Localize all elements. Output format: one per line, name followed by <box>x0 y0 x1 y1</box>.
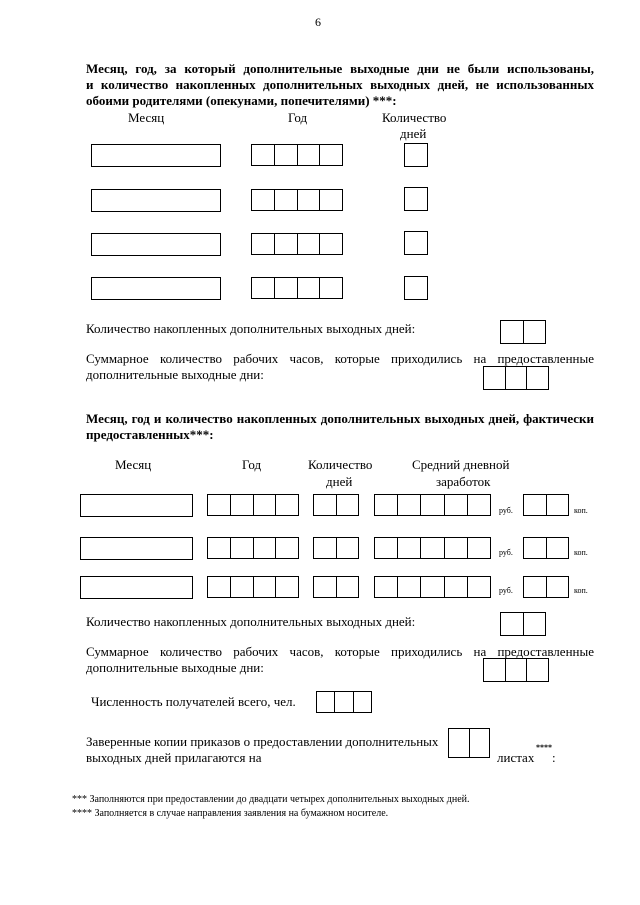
section2-year-field-1[interactable] <box>207 494 299 516</box>
section1-days-field-2[interactable] <box>404 187 428 211</box>
section1-month-field-1[interactable] <box>91 144 221 167</box>
section1-heading-line1: Месяц, год, за который дополнительные выходные дни не были использованы, <box>86 61 594 76</box>
section1-year-field-2[interactable] <box>251 189 343 211</box>
section2-rub-field-1[interactable] <box>374 494 491 516</box>
section1-month-field-4[interactable] <box>91 277 221 300</box>
section1-total-hours-line2: дополнительные выходные дни: <box>86 367 264 382</box>
section2-kop-label-1: коп. <box>574 506 588 515</box>
section1-year-field-3[interactable] <box>251 233 343 255</box>
section2-kop-label-2: коп. <box>574 548 588 557</box>
section2-year-field-2[interactable] <box>207 537 299 559</box>
section2-month-field-3[interactable] <box>80 576 193 599</box>
section2-rub-field-2[interactable] <box>374 537 491 559</box>
section1-total-hours-field[interactable] <box>483 366 549 390</box>
section2-sheets-mark: **** <box>536 743 552 752</box>
section2-col-count: Количество <box>308 457 373 472</box>
section1-days-field-3[interactable] <box>404 231 428 255</box>
section2-accumulated-days-label: Количество накопленных дополнительных выходных дней: <box>86 614 416 629</box>
section2-kop-label-3: коп. <box>574 586 588 595</box>
section1-accumulated-days-label: Количество накопленных дополнительных выходных дней: <box>86 321 416 336</box>
section1-total-hours-line1: Суммарное количество рабочих часов, которые приходились на предоставленные <box>86 351 594 366</box>
section1-heading-line3: обоими родителями (опекунами, попечителями) ***: <box>86 93 397 108</box>
section2-heading-line1: Месяц, год и количество накопленных дополнительных выходных дней, фактически <box>86 411 594 426</box>
section2-col-earnings: Средний дневной <box>412 457 510 472</box>
section2-kop-field-2[interactable] <box>523 537 569 559</box>
section2-recipients-field[interactable] <box>316 691 372 713</box>
section2-days-field-3[interactable] <box>313 576 359 598</box>
section1-col-count: Количество <box>382 110 447 125</box>
section2-copies-line1: Заверенные копии приказов о предоставлении дополнительных <box>86 734 439 749</box>
section2-year-field-3[interactable] <box>207 576 299 598</box>
section1-month-field-3[interactable] <box>91 233 221 256</box>
section2-accumulated-days-field[interactable] <box>500 612 546 636</box>
section2-rub-label-2: руб. <box>499 548 513 557</box>
section2-kop-field-1[interactable] <box>523 494 569 516</box>
section1-accumulated-days-field[interactable] <box>500 320 546 344</box>
section1-col-count-days: дней <box>400 126 427 141</box>
section1-month-field-2[interactable] <box>91 189 221 212</box>
section1-heading-line2: и количество накопленных дополнительных выходных дней, не использованных <box>86 77 594 92</box>
section2-col-year: Год <box>242 457 262 472</box>
section1-days-field-1[interactable] <box>404 143 428 167</box>
section2-days-field-1[interactable] <box>313 494 359 516</box>
section2-sheets-count-field[interactable] <box>448 728 490 758</box>
section2-total-hours-line2: дополнительные выходные дни: <box>86 660 264 675</box>
section2-total-hours-field[interactable] <box>483 658 549 682</box>
section1-year-field-4[interactable] <box>251 277 343 299</box>
section2-total-hours-line1: Суммарное количество рабочих часов, которые приходились на предоставленные <box>86 644 594 659</box>
section2-copies-line2: выходных дней прилагаются на <box>86 750 262 765</box>
section2-sheets-label: листах <box>497 750 535 765</box>
footnote-2: **** Заполняется в случае направления заявления на бумажном носителе. <box>72 808 389 819</box>
section2-col-earnings-line2: заработок <box>436 474 491 489</box>
page-number: 6 <box>315 15 321 29</box>
section2-rub-label-1: руб. <box>499 506 513 515</box>
section1-col-month: Месяц <box>128 110 165 125</box>
section2-col-count-days: дней <box>326 474 353 489</box>
section2-days-field-2[interactable] <box>313 537 359 559</box>
section2-month-field-2[interactable] <box>80 537 193 560</box>
section1-col-year: Год <box>288 110 308 125</box>
section1-year-field-1[interactable] <box>251 144 343 166</box>
section2-kop-field-3[interactable] <box>523 576 569 598</box>
section2-rub-label-3: руб. <box>499 586 513 595</box>
section2-rub-field-3[interactable] <box>374 576 491 598</box>
section1-days-field-4[interactable] <box>404 276 428 300</box>
section2-recipients-label: Численность получателей всего, чел. <box>91 694 296 709</box>
section2-month-field-1[interactable] <box>80 494 193 517</box>
section2-heading-line2: предоставленных***: <box>86 427 214 442</box>
section2-sheets-colon: : <box>552 750 556 765</box>
section2-col-month: Месяц <box>115 457 152 472</box>
footnote-1: *** Заполняются при предоставлении до двадцати четырех дополнительных выходных дней. <box>72 794 470 805</box>
